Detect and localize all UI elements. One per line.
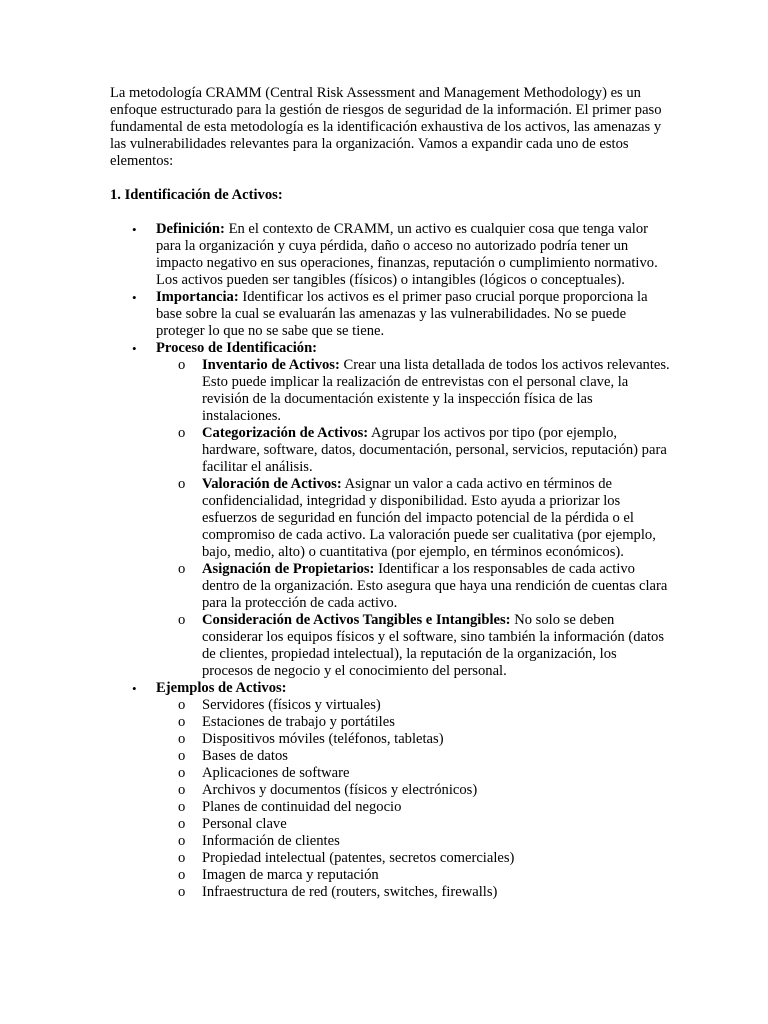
sub-item-consideracion [156,612,670,680]
list-item [156,731,670,748]
bullet-icon: • [132,290,137,305]
bullet-icon: • [132,341,137,356]
example-text: Infraestructura de red (routers, switches, firewalls) [202,884,498,900]
sub-item-valoracion [156,476,670,561]
proceso-sublist [156,357,670,680]
sub-item-label: Inventario de Activos: [202,357,340,373]
circle-bullet-icon: o [178,884,186,900]
example-text: Información de clientes [202,833,340,849]
circle-bullet-icon: o [178,782,186,798]
example-text: Servidores (físicos y virtuales) [202,697,381,713]
main-bullet-list [110,221,670,901]
circle-bullet-icon: o [178,850,186,866]
sub-item-label: Valoración de Activos: [202,476,342,492]
item-label: Proceso de Identificación: [156,340,318,356]
bullet-icon: • [132,681,137,696]
circle-bullet-icon: o [178,425,186,441]
list-item-definicion [110,221,670,289]
circle-bullet-icon: o [178,357,186,373]
item-label: Ejemplos de Activos: [156,680,287,696]
list-item-importancia [110,289,670,340]
sub-item-label: Asignación de Propietarios: [202,561,375,577]
list-item [156,714,670,731]
sub-item-text: Crear una lista detallada de todos los activos relevantes. Esto puede implicar la realización de entrevistas con el personal clave, la revisión de la documentación existente y la inspección física de las instalaciones. [202,357,670,424]
sub-item-text: Asignar un valor a cada activo en términos de confidencialidad, integridad y disponibilidad. Esto ayuda a priorizar los esfuerzos de seguridad en función del impacto potencial de la pérdida o el compromiso de cada activo. La valoración puede ser cualitativa (por ejemplo, bajo, medio, alto) o cuantitativa (por ejemplo, en términos económicos). [202,476,656,560]
sub-item-inventario [156,357,670,425]
circle-bullet-icon: o [178,833,186,849]
item-label: Importancia: [156,289,239,305]
list-item [156,697,670,714]
list-item [156,884,670,901]
list-item [156,799,670,816]
sub-item-text: Agrupar los activos por tipo (por ejemplo, hardware, software, datos, documentación, personal, servicios, reputación) para facilitar el análisis. [202,425,667,475]
sub-item-asignacion [156,561,670,612]
circle-bullet-icon: o [178,714,186,730]
circle-bullet-icon: o [178,816,186,832]
list-item-ejemplos [110,680,670,901]
circle-bullet-icon: o [178,748,186,764]
example-text: Estaciones de trabajo y portátiles [202,714,395,730]
item-label: Definición: [156,221,225,237]
list-item [156,765,670,782]
circle-bullet-icon: o [178,561,186,577]
example-text: Dispositivos móviles (teléfonos, tabletas) [202,731,444,747]
list-item-proceso [110,340,670,680]
example-text: Archivos y documentos (físicos y electrónicos) [202,782,478,798]
document-body [110,85,670,901]
example-text: Propiedad intelectual (patentes, secretos comerciales) [202,850,515,866]
section-heading: 1. Identificación de Activos: [110,187,283,203]
circle-bullet-icon: o [178,867,186,883]
list-item [156,782,670,799]
list-item [156,867,670,884]
sub-item-label: Consideración de Activos Tangibles e Intangibles: [202,612,511,628]
example-text: Bases de datos [202,748,288,764]
intro-paragraph: La metodología CRAMM (Central Risk Assessment and Management Methodology) es un enfoque estructurado para la gestión de riesgos de seguridad de la información. El primer paso fundamental de esta metodología es la identificación exhaustiva de los activos, las amenazas y las vulnerabilidades relevantes para la organización. Vamos a expandir cada uno de estos elementos: [110,85,662,169]
list-item [156,833,670,850]
circle-bullet-icon: o [178,765,186,781]
circle-bullet-icon: o [178,697,186,713]
example-text: Imagen de marca y reputación [202,867,379,883]
item-text: Identificar los activos es el primer paso crucial porque proporciona la base sobre la cual se evaluarán las amenazas y las vulnerabilidades. No se puede proteger lo que no se sabe que se tiene. [156,289,648,339]
bullet-icon: • [132,222,137,237]
example-text: Planes de continuidad del negocio [202,799,402,815]
circle-bullet-icon: o [178,799,186,815]
list-item [156,816,670,833]
ejemplos-sublist [156,697,670,901]
example-text: Personal clave [202,816,287,832]
sub-item-text: No solo se deben considerar los equipos físicos y el software, sino también la información (datos de clientes, propiedad intelectual), la reputación de la organización, los procesos de negocio y el conocimiento del personal. [202,612,665,679]
example-text: Aplicaciones de software [202,765,350,781]
sub-item-label: Categorización de Activos: [202,425,369,441]
sub-item-categorizacion [156,425,670,476]
item-text: En el contexto de CRAMM, un activo es cualquier cosa que tenga valor para la organización y cuya pérdida, daño o acceso no autorizado podría tener un impacto negativo en sus operaciones, finanzas, reputación o cumplimiento normativo. Los activos pueden ser tangibles (físicos) o intangibles (lógicos o conceptuales). [156,221,658,288]
circle-bullet-icon: o [178,731,186,747]
sub-item-text: Identificar a los responsables de cada activo dentro de la organización. Esto asegura que haya una rendición de cuentas clara para la protección de cada activo. [202,561,668,611]
list-item [156,748,670,765]
list-item [156,850,670,867]
circle-bullet-icon: o [178,612,186,628]
circle-bullet-icon: o [178,476,186,492]
